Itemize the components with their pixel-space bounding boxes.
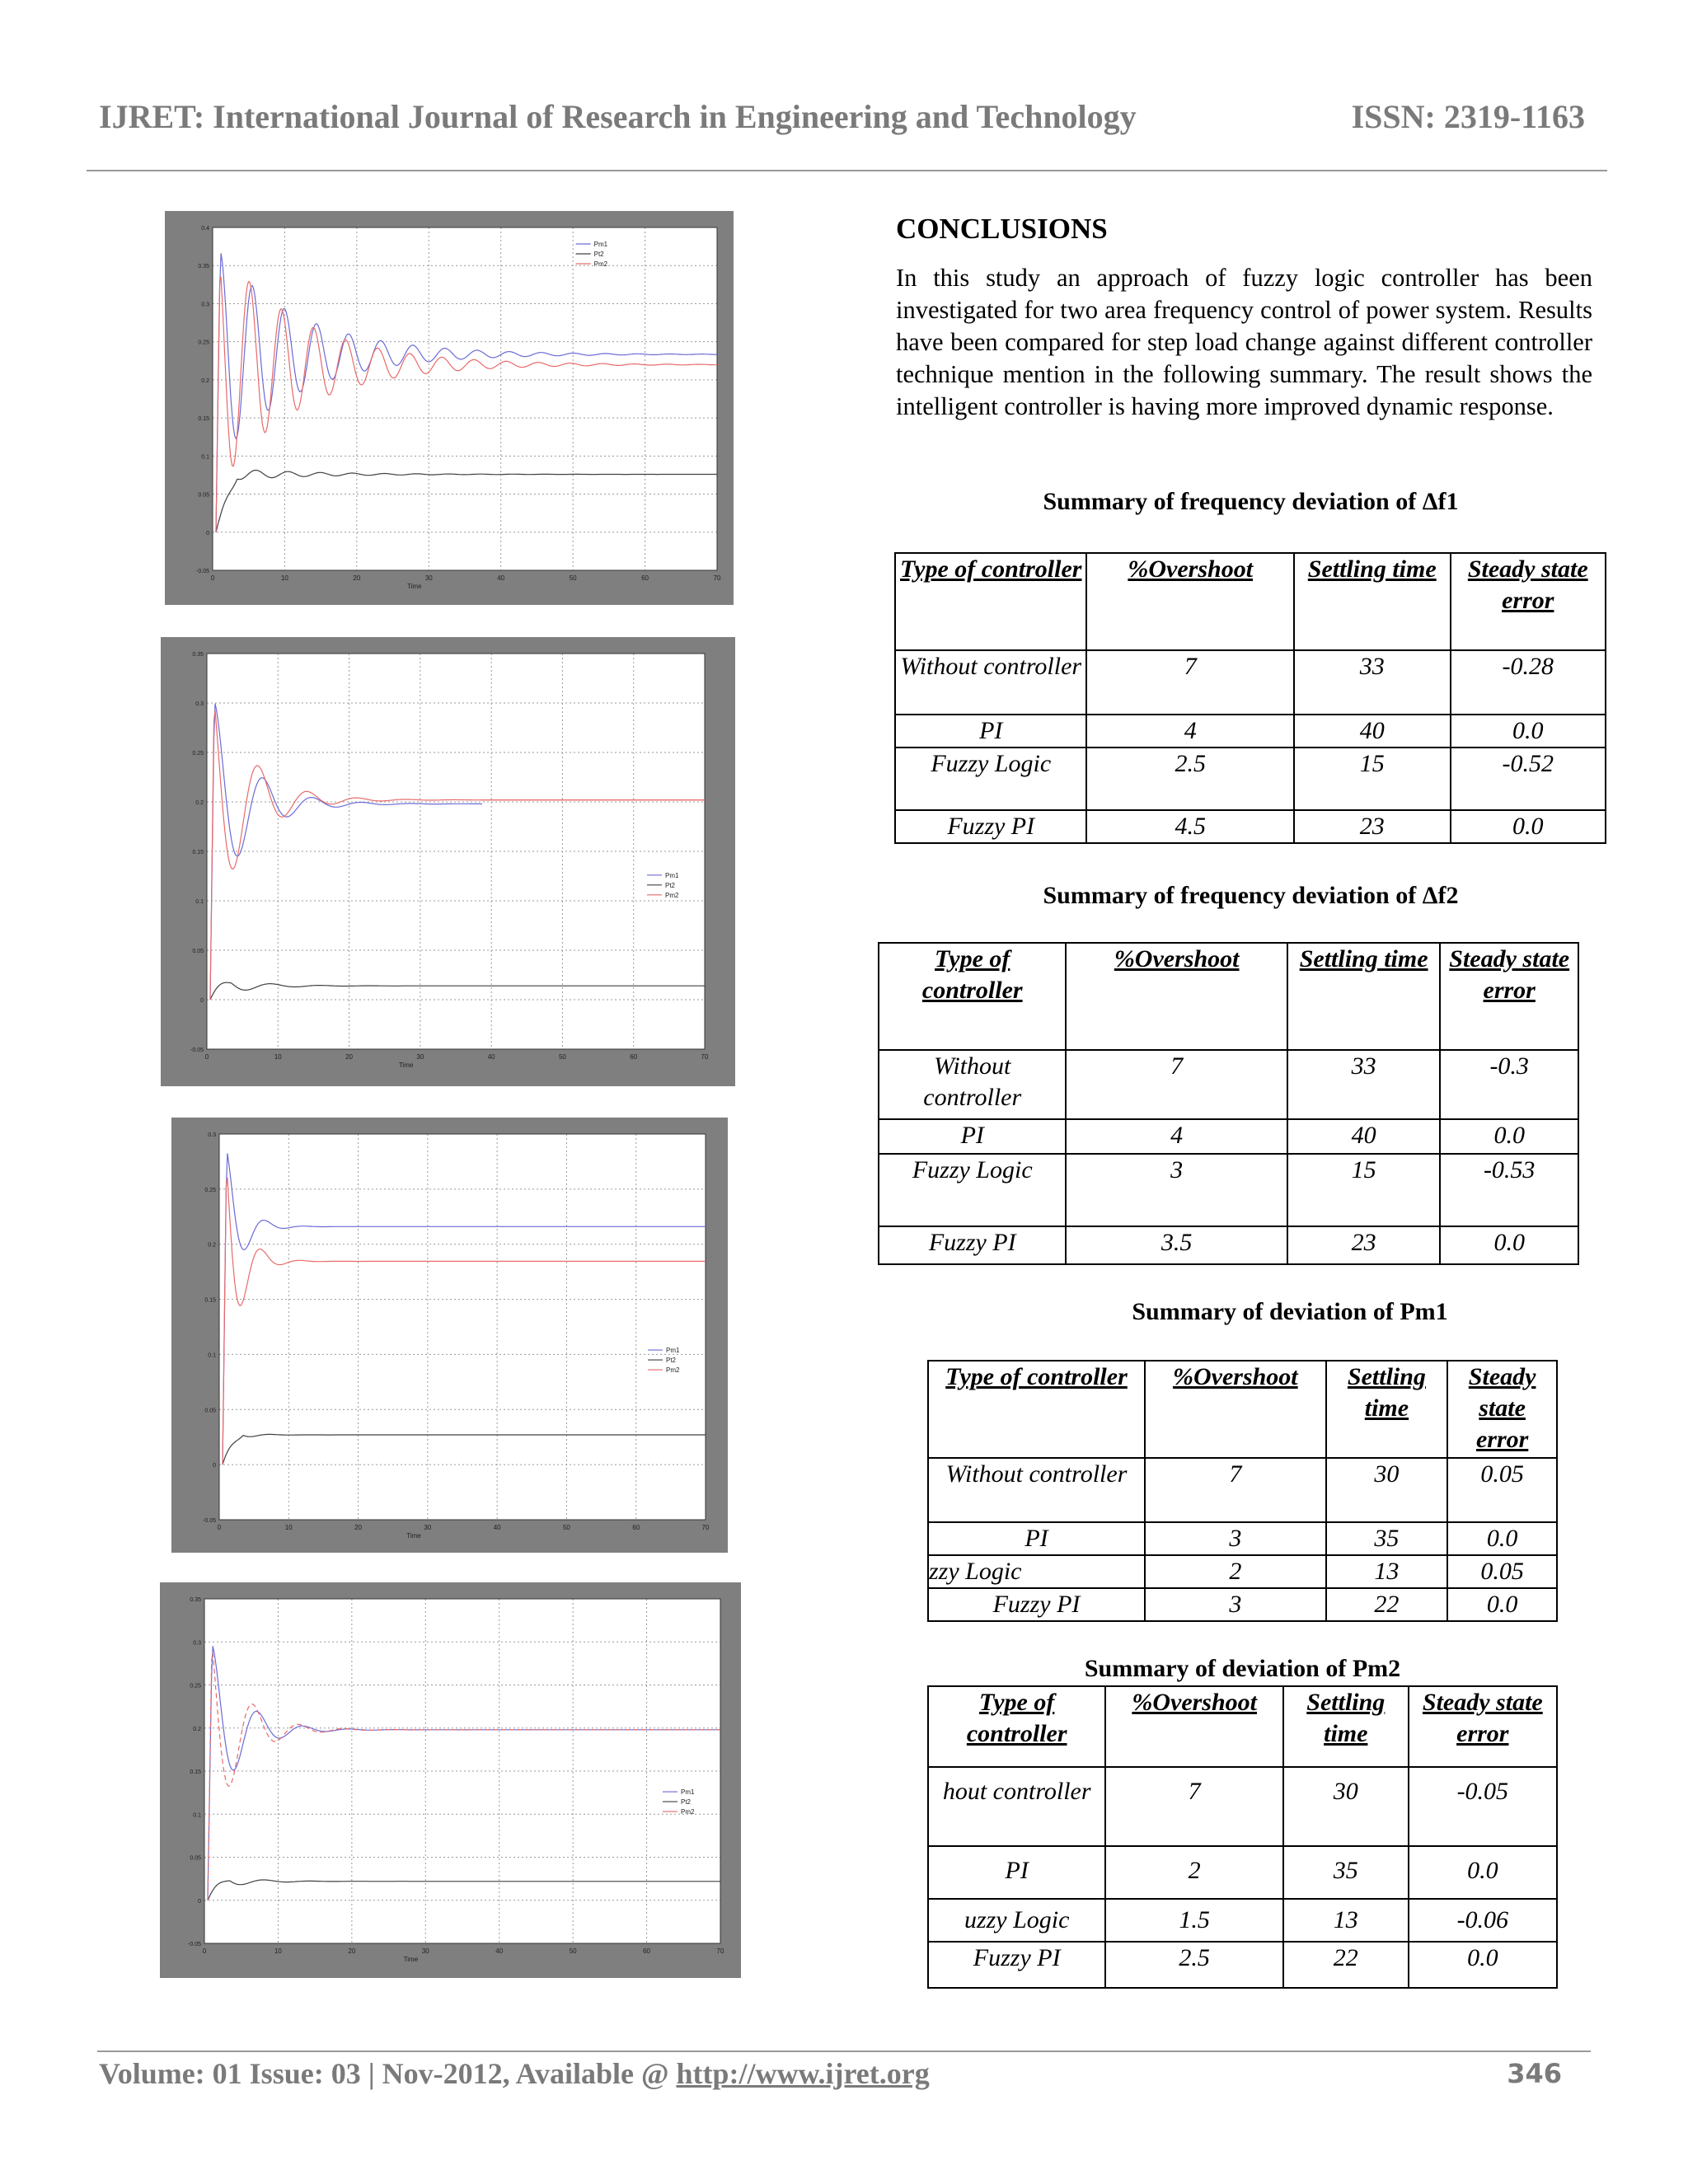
x-axis-label: Time	[406, 1532, 421, 1540]
x-tick-label: 30	[421, 1947, 429, 1955]
y-tick-label: 0.05	[190, 1855, 201, 1862]
table-cell: PI	[895, 715, 1086, 748]
table-3	[927, 1360, 1558, 1622]
x-tick-label: 20	[354, 1524, 363, 1531]
x-tick-label: 40	[493, 1524, 501, 1531]
table-header-cell: Type of controller	[928, 1686, 1105, 1767]
x-tick-label: 0	[210, 574, 215, 582]
table-cell: Without controller	[928, 1458, 1145, 1522]
x-tick-label: 20	[345, 1053, 354, 1061]
table-cell: 4	[1066, 1119, 1287, 1154]
legend-label: Pm2	[681, 1808, 695, 1816]
plot-1	[165, 211, 734, 605]
y-tick-label: 0.3	[193, 1640, 201, 1647]
x-axis-label: Time	[398, 1062, 414, 1069]
y-tick-label: 0.1	[195, 899, 204, 905]
y-tick-label: 0.25	[204, 1187, 216, 1193]
table-cell: 0.0	[1440, 1226, 1578, 1264]
table-cell: 0.0	[1451, 715, 1606, 748]
y-tick-label: 0.3	[208, 1132, 216, 1138]
table-cell: 0.05	[1447, 1458, 1557, 1522]
table-cell: -0.52	[1451, 748, 1606, 810]
table-header-cell: Type of controller	[879, 943, 1066, 1050]
table-cell: Without controller	[879, 1050, 1066, 1119]
plot-3	[171, 1118, 728, 1553]
table-header-cell: Settling time	[1283, 1686, 1409, 1767]
y-tick-label: 0.25	[198, 340, 209, 346]
table-header-cell: Steady state error	[1451, 553, 1606, 650]
table-cell: 13	[1326, 1555, 1448, 1588]
table-cell: 40	[1287, 1119, 1441, 1154]
table-cell: -0.05	[1409, 1767, 1557, 1846]
x-tick-label: 50	[569, 574, 577, 582]
y-tick-label: 0.15	[190, 1769, 201, 1775]
y-tick-label: 0.15	[204, 1297, 216, 1304]
x-tick-label: 50	[562, 1524, 570, 1531]
y-tick-label: 0.2	[201, 377, 209, 384]
legend-label: Pt2	[593, 251, 604, 258]
table-cell: -0.06	[1409, 1899, 1557, 1942]
legend-label: Pm1	[681, 1788, 695, 1797]
legend-label: Pm1	[665, 871, 679, 879]
y-tick-label: 0.15	[198, 416, 209, 423]
x-tick-label: 30	[424, 574, 433, 582]
table-cell: 22	[1326, 1588, 1448, 1621]
y-tick-label: 0.2	[195, 800, 204, 806]
table-cell: 15	[1287, 1154, 1441, 1226]
table-cell: 15	[1294, 748, 1451, 810]
x-tick-label: 60	[632, 1524, 640, 1531]
table-cell: PI	[928, 1846, 1105, 1899]
x-tick-label: 60	[641, 574, 649, 582]
table-cell: 3.5	[1066, 1226, 1287, 1264]
journal-title: IJRET: International Journal of Research in Engineering and Technology	[99, 98, 1137, 135]
table-cell: 23	[1294, 810, 1451, 843]
page-number: 346	[1507, 2058, 1562, 2089]
y-tick-label: 0.1	[193, 1812, 201, 1819]
table-2-caption: Summary of frequency deviation of Δf2	[1043, 882, 1459, 909]
legend-label: Pt2	[665, 881, 676, 889]
table-cell: 33	[1287, 1050, 1441, 1119]
y-tick-label: -0.05	[190, 1047, 204, 1053]
y-tick-label: 0.2	[193, 1726, 201, 1732]
x-tick-label: 10	[274, 1947, 282, 1955]
table-cell: 7	[1105, 1767, 1283, 1846]
table-cell: 4	[1086, 715, 1294, 748]
x-tick-label: 70	[701, 1053, 709, 1061]
footer-volume-text: Volume: 01 Issue: 03 | Nov-2012, Available @	[99, 2057, 677, 2090]
table-cell: -0.3	[1440, 1050, 1578, 1119]
x-axis-label: Time	[407, 583, 422, 590]
table-cell: Fuzzy PI	[895, 810, 1086, 843]
x-tick-label: 20	[348, 1947, 356, 1955]
y-tick-label: 0.35	[192, 652, 204, 658]
table-cell: 0.0	[1447, 1522, 1557, 1555]
table-cell: 2	[1105, 1846, 1283, 1899]
x-tick-label: 30	[424, 1524, 432, 1531]
table-cell: 2	[1145, 1555, 1326, 1588]
table-cell: 0.05	[1447, 1555, 1557, 1588]
table-header-cell: Settling time	[1326, 1361, 1448, 1458]
y-tick-label: 0.4	[201, 226, 209, 232]
legend-label: Pt2	[681, 1798, 692, 1807]
legend-label: Pt2	[666, 1357, 677, 1365]
table-cell: 40	[1294, 715, 1451, 748]
y-tick-label: 0.05	[192, 949, 204, 954]
table-cell: uzzy Logic	[928, 1899, 1105, 1942]
table-header-cell: Steady state error	[1409, 1686, 1557, 1767]
table-cell: Fuzzy PI	[928, 1588, 1145, 1621]
table-header-cell: Settling time	[1294, 553, 1451, 650]
x-tick-label: 10	[284, 1524, 293, 1531]
table-cell: 35	[1326, 1522, 1448, 1555]
legend-label: Pm2	[666, 1366, 680, 1375]
x-tick-label: 0	[202, 1947, 207, 1955]
table-header-cell: Settling time	[1287, 943, 1441, 1050]
y-tick-label: 0.3	[201, 302, 209, 308]
y-tick-label: 0.05	[198, 492, 209, 499]
table-cell: 33	[1294, 650, 1451, 715]
table-cell: 30	[1326, 1458, 1448, 1522]
plot-area	[204, 1599, 720, 1943]
table-header-cell: Type of controller	[928, 1361, 1145, 1458]
table-header-cell: %Overshoot	[1066, 943, 1287, 1050]
table-4	[927, 1685, 1558, 1989]
table-cell: 3	[1066, 1154, 1287, 1226]
table-cell: hout controller	[928, 1767, 1105, 1846]
x-tick-label: 70	[716, 1947, 724, 1955]
table-cell: 13	[1283, 1899, 1409, 1942]
legend-label: Pm1	[593, 241, 608, 248]
x-tick-label: 40	[495, 1947, 504, 1955]
y-tick-label: 0	[213, 1463, 216, 1469]
x-tick-label: 70	[713, 574, 721, 582]
y-tick-label: 0.35	[190, 1597, 201, 1603]
table-1-caption: Summary of frequency deviation of Δf1	[1043, 488, 1459, 515]
y-tick-label: 0	[200, 998, 204, 1004]
table-3-caption: Summary of deviation of Pm1	[1132, 1298, 1448, 1325]
y-tick-label: 0.2	[208, 1242, 216, 1249]
table-cell: Fuzzy Logic	[895, 748, 1086, 810]
table-cell: 1.5	[1105, 1899, 1283, 1942]
table-1	[894, 552, 1606, 844]
table-cell: Without controller	[895, 650, 1086, 715]
table-cell: Fuzzy PI	[879, 1226, 1066, 1264]
table-cell: 0.0	[1409, 1846, 1557, 1899]
x-tick-label: 0	[217, 1524, 222, 1531]
table-cell: 2.5	[1086, 748, 1294, 810]
x-tick-label: 50	[558, 1053, 566, 1061]
plot-4	[160, 1582, 741, 1978]
x-tick-label: 40	[487, 1053, 495, 1061]
footer-rule	[97, 2050, 1591, 2052]
table-cell: 3	[1145, 1588, 1326, 1621]
y-tick-label: -0.05	[203, 1518, 216, 1524]
y-tick-label: 0.1	[201, 454, 209, 461]
plot-area	[219, 1134, 706, 1520]
x-tick-label: 0	[204, 1053, 209, 1061]
table-cell: Fuzzy Logic	[879, 1154, 1066, 1226]
issn: ISSN: 2319-1163	[1351, 98, 1585, 135]
table-cell: 0.0	[1451, 810, 1606, 843]
table-cell: -0.53	[1440, 1154, 1578, 1226]
table-cell: 35	[1283, 1846, 1409, 1899]
table-cell: 30	[1283, 1767, 1409, 1846]
plot-2	[161, 637, 735, 1086]
legend-label: Pm1	[666, 1347, 680, 1355]
y-tick-label: 0.35	[198, 264, 209, 270]
x-tick-label: 40	[497, 574, 505, 582]
table-cell: 22	[1283, 1942, 1409, 1988]
table-cell: 23	[1287, 1226, 1441, 1264]
table-header-cell: %Overshoot	[1105, 1686, 1283, 1767]
table-cell: 0.0	[1440, 1119, 1578, 1154]
x-tick-label: 10	[280, 574, 288, 582]
plot-area	[213, 227, 717, 570]
x-tick-label: 50	[569, 1947, 577, 1955]
x-tick-label: 30	[416, 1053, 424, 1061]
table-header-cell: Type of controller	[895, 553, 1086, 650]
table-cell: 0.0	[1447, 1588, 1557, 1621]
table-header-cell: %Overshoot	[1086, 553, 1294, 650]
x-tick-label: 60	[643, 1947, 651, 1955]
table-cell: 4.5	[1086, 810, 1294, 843]
y-tick-label: 0.15	[192, 850, 204, 855]
table-cell: zzy Logic	[928, 1555, 1145, 1588]
table-cell: PI	[928, 1522, 1145, 1555]
legend-label: Pm2	[593, 260, 608, 268]
y-tick-label: 0.25	[192, 751, 204, 757]
table-cell: 7	[1066, 1050, 1287, 1119]
legend-label: Pm2	[665, 891, 679, 899]
x-tick-label: 70	[701, 1524, 710, 1531]
y-tick-label: 0	[206, 530, 209, 537]
footer-volume	[99, 2056, 930, 2091]
y-tick-label: -0.05	[196, 569, 209, 574]
table-2	[878, 942, 1579, 1265]
header-rule	[87, 170, 1607, 171]
x-tick-label: 60	[630, 1053, 638, 1061]
table-cell: 0.0	[1409, 1942, 1557, 1988]
conclusions-title: CONCLUSIONS	[896, 213, 1108, 245]
journal-link[interactable]: http://www.ijret.org	[676, 2057, 930, 2090]
table-cell: Fuzzy PI	[928, 1942, 1105, 1988]
x-tick-label: 10	[274, 1053, 282, 1061]
y-tick-label: 0.25	[190, 1683, 201, 1690]
table-cell: 3	[1145, 1522, 1326, 1555]
y-tick-label: 0.3	[195, 701, 204, 707]
table-cell: PI	[879, 1119, 1066, 1154]
table-header-cell: Steady state error	[1440, 943, 1578, 1050]
y-tick-label: 0	[198, 1898, 201, 1905]
table-header-cell: %Overshoot	[1145, 1361, 1326, 1458]
table-cell: 2.5	[1105, 1942, 1283, 1988]
y-tick-label: 0.1	[208, 1352, 216, 1359]
x-axis-label: Time	[403, 1956, 419, 1963]
table-cell: 7	[1086, 650, 1294, 715]
y-tick-label: -0.05	[188, 1942, 201, 1947]
table-cell: 7	[1145, 1458, 1326, 1522]
y-tick-label: 0.05	[204, 1408, 216, 1414]
table-cell: -0.28	[1451, 650, 1606, 715]
table-4-caption: Summary of deviation of Pm2	[1084, 1655, 1401, 1682]
x-tick-label: 20	[353, 574, 361, 582]
conclusions-body: In this study an approach of fuzzy logic controller has been investigated for two area frequency control of power system. Results have been compared for step load change against different controller technique mention in the following summary. The result shows the intelligent controller is having more improved dynamic response.	[896, 264, 1592, 420]
table-header-cell: Steady state error	[1447, 1361, 1557, 1458]
